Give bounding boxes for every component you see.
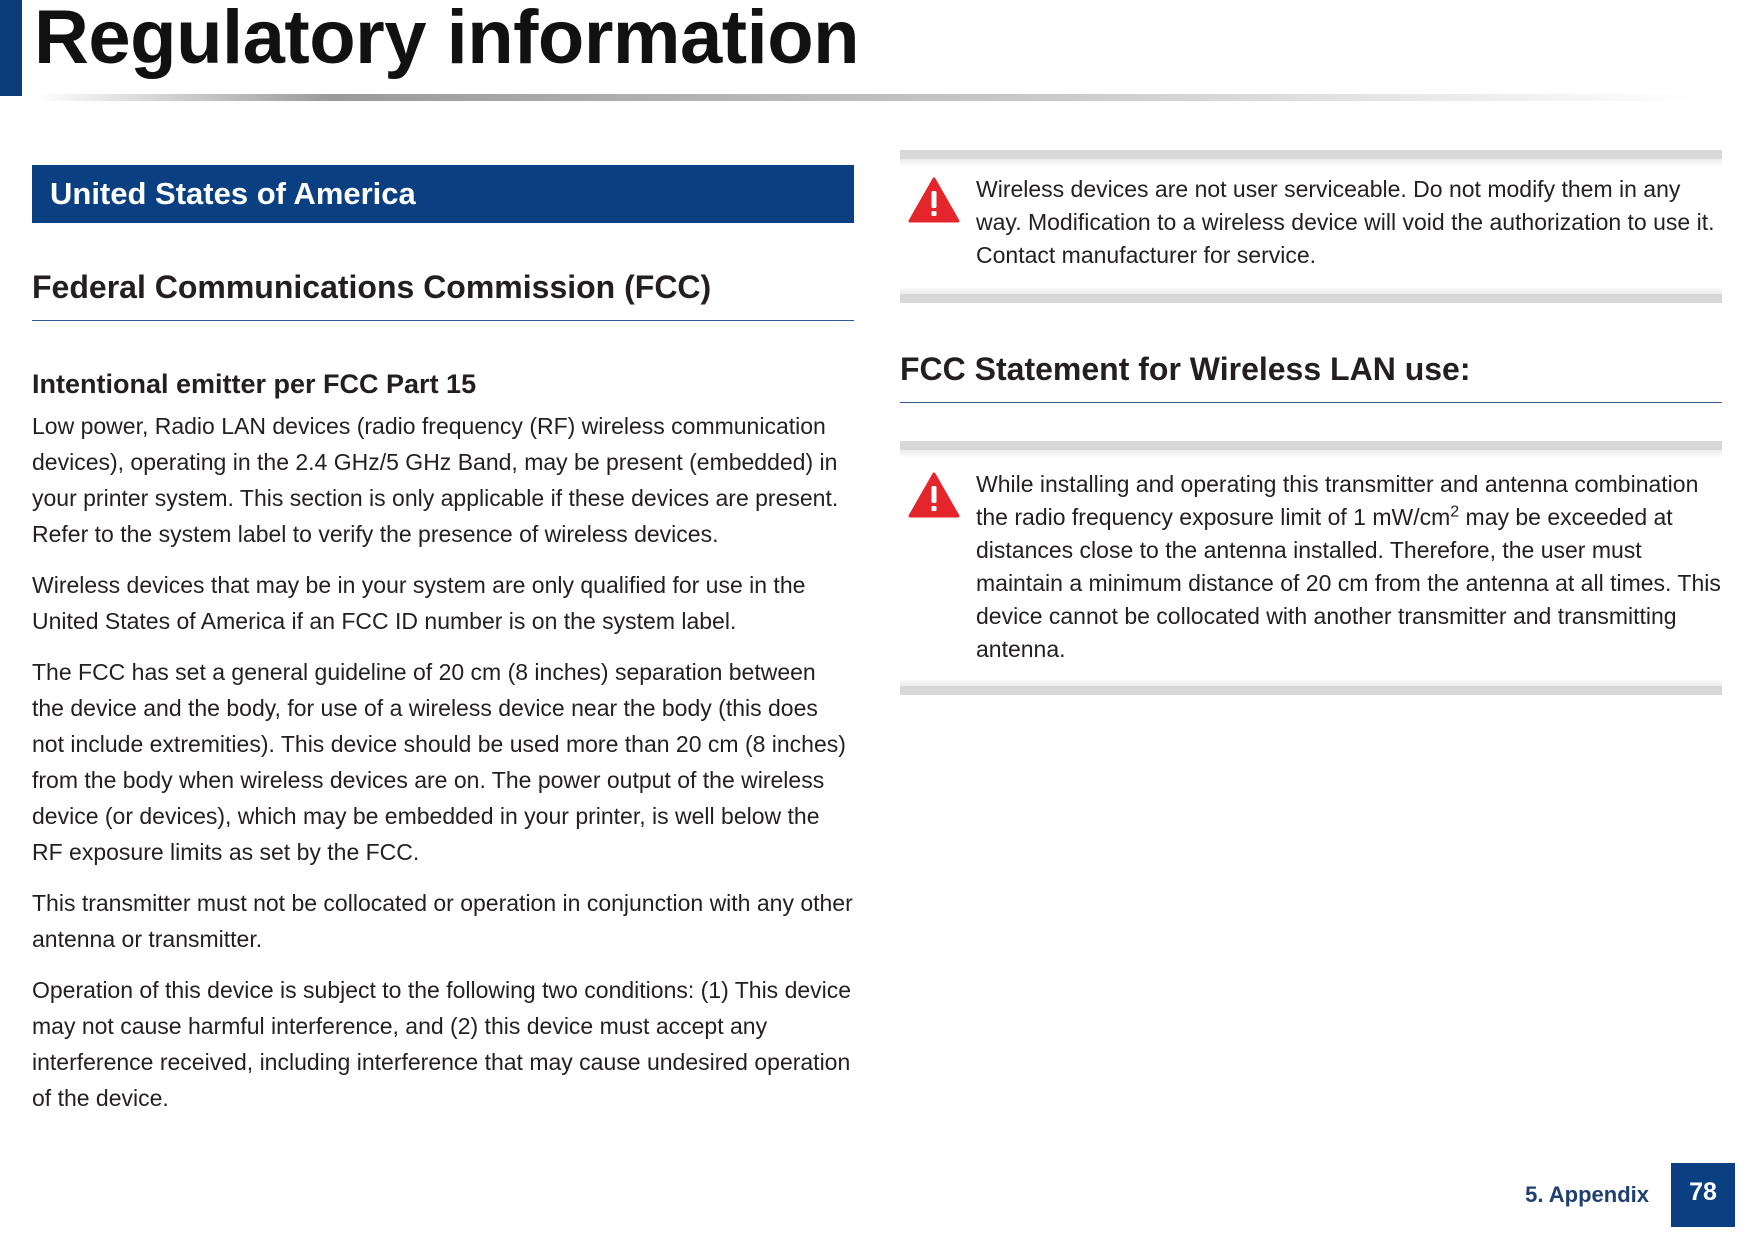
paragraph-conditions: Operation of this device is subject to the following two conditions: (1) This device may not cause harmful interference, and (2) this device must accept any interference received, including interference that may cause undesired operation of the device. bbox=[32, 977, 852, 1111]
wlan-heading: FCC Statement for Wireless LAN use: bbox=[900, 351, 1722, 403]
page-title: Regulatory information bbox=[34, 0, 860, 80]
title-divider bbox=[34, 94, 1694, 101]
left-column bbox=[32, 165, 854, 1131]
footer-chapter: 5. Appendix bbox=[1525, 1182, 1649, 1207]
fcc-heading: Federal Communications Commission (FCC) bbox=[32, 269, 854, 321]
section-banner: United States of America bbox=[32, 165, 854, 223]
warning-icon bbox=[908, 177, 960, 223]
right-column bbox=[900, 150, 1722, 695]
warning-note-exposure bbox=[900, 441, 1722, 695]
part15-subheading: Intentional emitter per FCC Part 15 bbox=[32, 369, 477, 399]
exposure-text-end: may be exceeded at distances close to the antenna installed. Therefore, the user must maintain a minimum distance of 20 cm from the antenna at all times. This device cannot be collocated with another transmitter and transmitting antenna. bbox=[976, 504, 1721, 662]
paragraph-collocation: This transmitter must not be collocated or operation in conjunction with any other antenna or transmitter. bbox=[32, 890, 853, 952]
warning-text-serviceable: Wireless devices are not user serviceable. Do not modify them in any way. Modification to a wireless device will void the authorization to use it. Contact manufacturer for service. bbox=[976, 176, 1715, 268]
exposure-superscript: 2 bbox=[1450, 503, 1460, 521]
warning-note-serviceable bbox=[900, 150, 1722, 303]
warning-icon bbox=[908, 472, 960, 518]
paragraph-fcc-id: Wireless devices that may be in your system are only qualified for use in the United States of America if an FCC ID number is on the system label. bbox=[32, 572, 806, 634]
paragraph-rf-devices: Low power, Radio LAN devices (radio frequency (RF) wireless communication devices), operating in the 2.4 GHz/5 GHz Band, may be present (embedded) in your printer system. This section is only applicable if these devices are present. Refer to the system label to verify the presence of wireless devices. bbox=[32, 413, 839, 547]
page-number: 78 bbox=[1671, 1163, 1735, 1227]
title-accent-bar bbox=[0, 0, 22, 96]
paragraph-separation: The FCC has set a general guideline of 20 cm (8 inches) separation between the device and the body, for use of a wireless device near the body (this does not include extremities). This device should be used more than 20 cm (8 inches) from the body when wireless devices are on. The power output of the wireless device (or devices), which may be embedded in your printer, is well below the RF exposure limits as set by the FCC. bbox=[32, 659, 846, 865]
exposure-text-start: While installing and operating this transmitter and antenna combination the radio frequency exposure limit of 1 mW/cm bbox=[976, 471, 1699, 530]
warning-text-exposure bbox=[900, 468, 1722, 666]
